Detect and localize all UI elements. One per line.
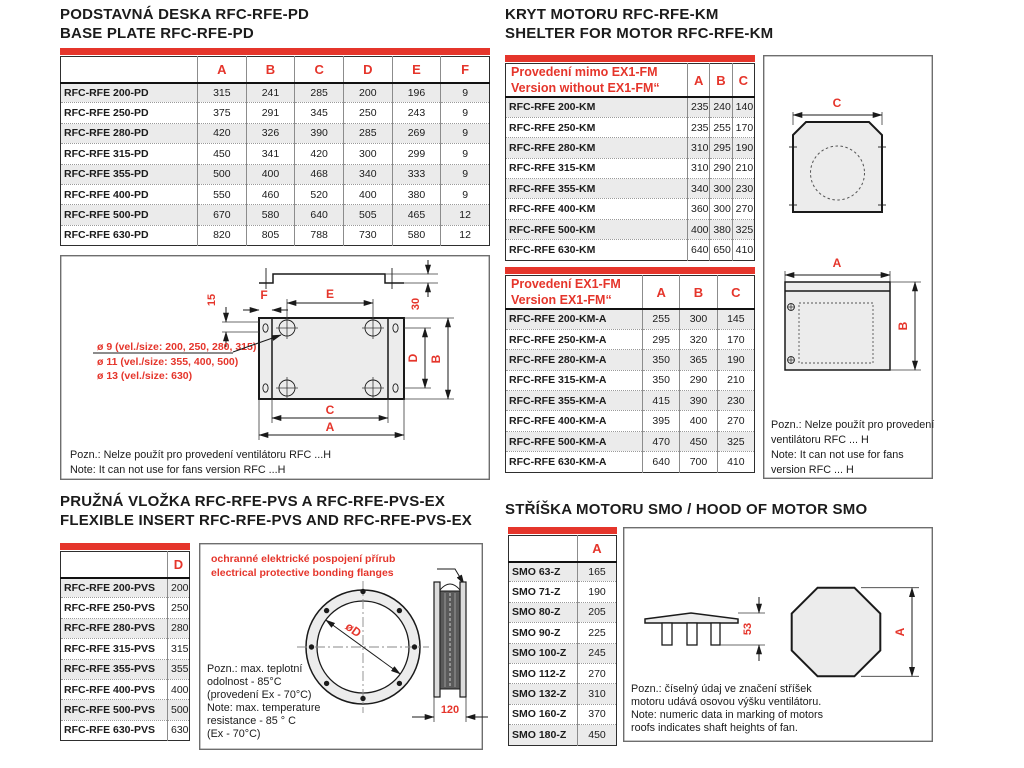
dimension-value: 315: [198, 83, 247, 103]
dimension-value: 520: [295, 184, 344, 204]
dim-label-c: C: [325, 403, 335, 417]
column-header-c: C: [732, 64, 754, 98]
row-label: RFC-RFE 500-KM: [506, 219, 688, 239]
dim-label-15: 15: [206, 293, 218, 307]
table-row: [61, 659, 190, 679]
red-accent-bar: [505, 267, 755, 274]
row-label: RFC-RFE 250-KM: [506, 117, 688, 137]
dimension-value: 9: [441, 164, 490, 184]
dimension-value: 465: [392, 205, 441, 225]
table-row: [61, 164, 490, 184]
row-label: SMO 132-Z: [509, 684, 578, 704]
insert-side-view: [412, 582, 488, 722]
table-row: [506, 240, 755, 260]
row-label: RFC-RFE 500-KM-A: [506, 431, 643, 451]
row-label: RFC-RFE 280-KM: [506, 138, 688, 158]
dimension-value: 580: [246, 205, 295, 225]
dimension-value: 225: [578, 623, 617, 643]
dimension-value: 9: [441, 103, 490, 123]
dimension-value: 788: [295, 225, 344, 245]
column-header-a: A: [578, 536, 617, 562]
flexible-insert-title: [60, 492, 472, 530]
table-row: [509, 684, 617, 704]
table-row: [506, 138, 755, 158]
hood-table-block: [508, 527, 617, 746]
column-header-c: C: [717, 276, 754, 310]
hood-top-view: [792, 588, 919, 677]
row-label: RFC-RFE 355-PVS: [61, 659, 168, 679]
table-row: [506, 370, 755, 390]
dimension-value: 190: [732, 138, 754, 158]
shelter-note-line4: version RFC ... H: [771, 464, 854, 476]
dimension-value: 205: [578, 602, 617, 622]
dimension-value: 299: [392, 144, 441, 164]
row-label: RFC-RFE 250-PVS: [61, 598, 168, 618]
row-label: SMO 180-Z: [509, 725, 578, 745]
dimension-value: 355: [168, 659, 190, 679]
dimension-value: 805: [246, 225, 295, 245]
dimension-value: 230: [732, 179, 754, 199]
table-row: [506, 452, 755, 472]
dimension-value: 145: [717, 309, 754, 329]
dim-label-c: C: [832, 96, 842, 110]
row-label: RFC-RFE 400-KM-A: [506, 411, 643, 431]
dimension-value: 280: [168, 618, 190, 638]
row-label: RFC-RFE 630-KM: [506, 240, 688, 260]
dimension-value: 640: [688, 240, 710, 260]
dimension-value: 255: [710, 117, 732, 137]
row-label: RFC-RFE 280-KM-A: [506, 350, 643, 370]
dimension-value: 400: [680, 411, 717, 431]
column-header-f: F: [441, 57, 490, 83]
dimension-value: 410: [717, 452, 754, 472]
dimension-value: 310: [578, 684, 617, 704]
row-label: RFC-RFE 630-PD: [61, 225, 198, 245]
insert-note-line5: resistance - 85 ° C: [207, 715, 296, 727]
insert-note-line1: Pozn.: max. teplotní: [207, 663, 303, 675]
dimension-value: 230: [717, 391, 754, 411]
dimension-value: 395: [643, 411, 680, 431]
dimension-value: 291: [246, 103, 295, 123]
hood-note-line3: Note: numeric data in marking of motors: [631, 709, 824, 721]
table-row: [506, 329, 755, 349]
insert-note-line4: Note: max. temperature: [207, 702, 321, 714]
row-label: RFC-RFE 200-PVS: [64, 581, 156, 594]
dimension-value: 300: [710, 179, 732, 199]
dimension-value: 12: [441, 225, 490, 245]
row-label: SMO 90-Z: [509, 623, 578, 643]
dimension-value: 295: [643, 329, 680, 349]
base-plate-note-cs: Pozn.: Nelze použít pro provedení ventilátoru RFC ...H: [70, 449, 332, 461]
dimension-value: 420: [295, 144, 344, 164]
column-header-b: B: [680, 276, 717, 310]
hood-note-line2: motoru udává osovou výšku ventilátoru.: [631, 696, 822, 708]
dimension-value: 170: [732, 117, 754, 137]
dim-label-b: B: [429, 354, 443, 364]
dim-label-f: F: [260, 288, 268, 302]
dimension-value: 410: [732, 240, 754, 260]
table-row: [506, 179, 755, 199]
dimension-value: 380: [392, 184, 441, 204]
table-header-row: [506, 276, 755, 310]
table-row: [61, 205, 490, 225]
dimension-value: 295: [710, 138, 732, 158]
hole-note-2: ø 11 (vel./size: 355, 400, 500): [97, 356, 239, 368]
table-header-row: [509, 536, 617, 562]
dimension-value: 190: [578, 582, 617, 602]
dimension-value: 310: [688, 158, 710, 178]
dimension-value: 325: [717, 431, 754, 451]
dimension-value: 270: [717, 411, 754, 431]
dimension-value: 500: [168, 700, 190, 720]
insert-note-line2: odolnost - 85°C: [207, 676, 282, 688]
table-row: [506, 158, 755, 178]
red-accent-bar: [60, 48, 490, 55]
dimension-value: 400: [688, 219, 710, 239]
row-label: RFC-RFE 400-PVS: [61, 679, 168, 699]
dimension-value: 300: [680, 309, 717, 329]
dimension-value: 196: [392, 83, 441, 103]
table-row: [509, 562, 617, 582]
row-label: RFC-RFE 315-KM-A: [506, 370, 643, 390]
row-label: RFC-RFE 315-KM: [506, 158, 688, 178]
hood-notes: [631, 683, 824, 734]
dim-label-53: 53: [742, 622, 754, 636]
table-header-row: [61, 552, 190, 578]
dimension-value: 341: [246, 144, 295, 164]
row-label: SMO 112-Z: [509, 663, 578, 683]
table-row: [509, 582, 617, 602]
row-label: RFC-RFE 500-PD: [61, 205, 198, 225]
dimension-value: 190: [717, 350, 754, 370]
shelter-table-without-block: [505, 55, 755, 261]
dimension-value: 240: [710, 97, 732, 117]
table-row: [61, 598, 190, 618]
dimension-value: 210: [717, 370, 754, 390]
dimension-value: 360: [688, 199, 710, 219]
row-label: RFC-RFE 355-PD: [61, 164, 198, 184]
dimension-value: 269: [392, 123, 441, 143]
column-header-c: C: [295, 57, 344, 83]
dim-label-a: A: [325, 420, 335, 434]
base-plate-table-block: [60, 48, 490, 246]
column-header-a: A: [198, 57, 247, 83]
base-plate-table: [60, 56, 490, 246]
hood-note-line1: Pozn.: číselný údaj ve značení stříšek: [631, 683, 812, 695]
flexible-insert-table-block: [60, 543, 190, 741]
header-label-cs: Provedení EX1-FM: [511, 277, 621, 291]
row-label: RFC-RFE 500-PVS: [61, 700, 168, 720]
column-header-a: A: [643, 276, 680, 310]
table-row: [506, 350, 755, 370]
dimension-value: 245: [578, 643, 617, 663]
table-row: [506, 391, 755, 411]
insert-note-line3: (provedení Ex - 70°C): [207, 689, 312, 701]
base-plate-title: [60, 5, 309, 43]
red-accent-bar: [508, 527, 617, 534]
table-row: [506, 411, 755, 431]
dimension-value: 170: [717, 329, 754, 349]
table-header-row: [506, 64, 755, 98]
table-row: [61, 103, 490, 123]
dimension-value: 165: [578, 562, 617, 582]
dim-label-a: A: [832, 256, 842, 270]
dimension-value: 400: [246, 164, 295, 184]
dimension-value: 9: [441, 123, 490, 143]
table-header-label: [61, 552, 168, 578]
dimension-value: 255: [643, 309, 680, 329]
row-label: SMO 71-Z: [509, 582, 578, 602]
dimension-value: 390: [295, 123, 344, 143]
dimension-value: 350: [643, 370, 680, 390]
dimension-value: 200: [343, 83, 392, 103]
hood-title: [505, 500, 867, 519]
table-header-label: [506, 276, 643, 310]
table-row: [61, 720, 190, 740]
dim-label-diameter-d: øD: [342, 619, 364, 641]
dimension-value: 270: [578, 663, 617, 683]
dimension-value: 340: [343, 164, 392, 184]
header-label-en: Version EX1-FM“: [511, 293, 612, 307]
table-row: [506, 309, 755, 329]
row-label: RFC-RFE 280-PD: [61, 123, 198, 143]
base-plate-note-en: Note: It can not use for fans version RFC ...H: [70, 464, 286, 476]
dimension-value: 290: [680, 370, 717, 390]
dimension-value: 550: [198, 184, 247, 204]
dimension-value: 400: [343, 184, 392, 204]
dimension-value: 820: [198, 225, 247, 245]
dimension-value: 210: [732, 158, 754, 178]
table-row: [61, 700, 190, 720]
table-row: [506, 199, 755, 219]
dimension-value: 650: [710, 240, 732, 260]
row-label: RFC-RFE 630-KM-A: [506, 452, 643, 472]
dimension-value: 290: [710, 158, 732, 178]
dimension-value: 450: [680, 431, 717, 451]
dimension-value: 470: [643, 431, 680, 451]
table-row: [61, 83, 490, 103]
table-row: [509, 643, 617, 663]
dimension-value: 640: [643, 452, 680, 472]
table-row: [61, 679, 190, 699]
flexible-insert-table: [60, 551, 190, 741]
insert-front-view: [297, 581, 429, 713]
table-header-row: [61, 57, 490, 83]
shelter-note-line2: ventilátoru RFC ... H: [771, 434, 869, 446]
base-plate-title-cs: PODSTAVNÁ DESKA RFC-RFE-PD: [60, 6, 310, 23]
table-row: [509, 663, 617, 683]
column-header-d: D: [168, 552, 190, 578]
dimension-value: 310: [688, 138, 710, 158]
motor-shelter-title-en: SHELTER FOR MOTOR RFC-RFE-KM: [505, 25, 774, 42]
dimension-value: 500: [198, 164, 247, 184]
bonding-note-en: electrical protective bonding flanges: [211, 567, 394, 579]
dimension-value: 270: [732, 199, 754, 219]
shelter-note-line3: Note: It can not use for fans: [771, 449, 904, 461]
dimension-value: 390: [680, 391, 717, 411]
row-label: SMO 160-Z: [509, 704, 578, 724]
shelter-top-view: [789, 96, 886, 212]
dimension-value: 400: [168, 679, 190, 699]
row-label: RFC-RFE 280-PVS: [61, 618, 168, 638]
table-row: [506, 219, 755, 239]
dimension-value: 243: [392, 103, 441, 123]
table-row: [506, 97, 755, 117]
dimension-value: 235: [688, 97, 710, 117]
motor-shelter-title: [505, 5, 773, 43]
table-header-label: [506, 64, 688, 98]
table-header-label: [509, 536, 578, 562]
shelter-front-view: [785, 256, 921, 370]
dimension-value: 415: [643, 391, 680, 411]
shelter-table-ex-block: [505, 267, 755, 473]
dimension-value: 640: [295, 205, 344, 225]
dimension-value: 345: [295, 103, 344, 123]
dim-label-d: D: [406, 353, 420, 363]
table-row: [61, 184, 490, 204]
table-row: [61, 123, 490, 143]
table-row: [509, 725, 617, 745]
base-plate-title-en: BASE PLATE RFC-RFE-PD: [60, 25, 254, 42]
hood-title-text: STŘÍŠKA MOTORU SMO / HOOD OF MOTOR SMO: [505, 501, 868, 518]
hood-table: [508, 535, 617, 746]
dimension-value: 250: [343, 103, 392, 123]
dimension-value: 730: [343, 225, 392, 245]
dimension-value: 375: [198, 103, 247, 123]
dimension-value: 250: [168, 598, 190, 618]
dimension-value: 333: [392, 164, 441, 184]
plate-top-view: [93, 260, 454, 440]
header-label-en: Version without EX1-FM“: [511, 81, 660, 95]
dimension-value: 350: [643, 350, 680, 370]
row-label: RFC-RFE 250-KM-A: [506, 329, 643, 349]
red-accent-bar: [505, 55, 755, 62]
dimension-value: 380: [710, 219, 732, 239]
dimension-value: 420: [198, 123, 247, 143]
row-label: SMO 63-Z: [512, 565, 561, 578]
shelter-note-line1: Pozn.: Nelze použít pro provedení: [771, 419, 935, 431]
dim-label-120: 120: [440, 704, 460, 716]
row-label: RFC-RFE 630-PVS: [61, 720, 168, 740]
hood-drawing: [623, 527, 933, 742]
dimension-value: 700: [680, 452, 717, 472]
shelter-table-ex1fm: [505, 275, 755, 473]
column-header-a: A: [688, 64, 710, 98]
row-label: RFC-RFE 400-PD: [61, 184, 198, 204]
dimension-value: 460: [246, 184, 295, 204]
dimension-value: 9: [441, 144, 490, 164]
hood-note-line4: roofs indicates shaft heights of fan.: [631, 722, 798, 734]
flexible-insert-title-cs: PRUŽNÁ VLOŽKA RFC-RFE-PVS A RFC-RFE-PVS-EX: [60, 493, 446, 510]
dimension-value: 326: [246, 123, 295, 143]
dimension-value: 580: [392, 225, 441, 245]
column-header-e: E: [392, 57, 441, 83]
dim-label-e: E: [325, 287, 335, 301]
insert-note-line6: (Ex - 70°C): [207, 728, 261, 740]
dim-label-b: B: [896, 321, 910, 331]
flexible-insert-drawing: [199, 543, 483, 750]
table-row: [509, 623, 617, 643]
row-label: RFC-RFE 200-PD: [64, 86, 149, 99]
table-row: [506, 117, 755, 137]
hole-note-1: ø 9 (vel./size: 200, 250, 280, 315): [97, 341, 257, 353]
table-row: [509, 602, 617, 622]
row-label: RFC-RFE 355-KM-A: [506, 391, 643, 411]
row-label: RFC-RFE 200-KM: [509, 101, 596, 114]
dimension-value: 340: [688, 179, 710, 199]
table-row: [61, 618, 190, 638]
dimension-value: 9: [441, 184, 490, 204]
hole-note-3: ø 13 (vel./size: 630): [97, 370, 193, 382]
header-label-cs: Provedení mimo EX1-FM: [511, 65, 658, 79]
row-label: RFC-RFE 355-KM: [506, 179, 688, 199]
table-row: [509, 704, 617, 724]
table-header-label: [61, 57, 198, 83]
row-label: RFC-RFE 250-PD: [61, 103, 198, 123]
shelter-table-without-ex1fm: [505, 63, 755, 261]
dimension-value: 450: [578, 725, 617, 745]
dimension-value: 300: [343, 144, 392, 164]
dimension-value: 630: [168, 720, 190, 740]
table-row: [506, 431, 755, 451]
insert-notes: [207, 663, 320, 740]
table-row: [61, 639, 190, 659]
bonding-note-cs: ochranné elektrické pospojení přírub: [211, 553, 396, 565]
dimension-value: 140: [732, 97, 754, 117]
dimension-value: 315: [168, 639, 190, 659]
row-label: SMO 100-Z: [509, 643, 578, 663]
dimension-value: 300: [710, 199, 732, 219]
dimension-value: 235: [688, 117, 710, 137]
dimension-value: 468: [295, 164, 344, 184]
red-accent-bar: [60, 543, 190, 550]
dimension-value: 320: [680, 329, 717, 349]
motor-shelter-drawing: [763, 55, 933, 479]
dimension-value: 670: [198, 205, 247, 225]
dimension-value: 285: [295, 83, 344, 103]
base-plate-drawing: [60, 255, 490, 480]
row-label: RFC-RFE 400-KM: [506, 199, 688, 219]
column-header-b: B: [710, 64, 732, 98]
row-label: SMO 80-Z: [509, 602, 578, 622]
dimension-value: 285: [343, 123, 392, 143]
dimension-value: 325: [732, 219, 754, 239]
column-header-b: B: [246, 57, 295, 83]
dim-label-30: 30: [410, 297, 422, 311]
motor-shelter-title-cs: KRYT MOTORU RFC-RFE-KM: [505, 6, 719, 23]
dimension-value: 450: [198, 144, 247, 164]
table-row: [61, 578, 190, 598]
dimension-value: 505: [343, 205, 392, 225]
dim-label-a: A: [893, 627, 907, 637]
dimension-value: 365: [680, 350, 717, 370]
table-row: [61, 144, 490, 164]
dimension-value: 200: [168, 578, 190, 598]
row-label: RFC-RFE 200-KM-A: [509, 313, 607, 326]
dimension-value: 241: [246, 83, 295, 103]
table-row: [61, 225, 490, 245]
dimension-value: 9: [441, 83, 490, 103]
dimension-value: 370: [578, 704, 617, 724]
hood-side-view: [645, 597, 765, 661]
column-header-d: D: [343, 57, 392, 83]
flexible-insert-title-en: FLEXIBLE INSERT RFC-RFE-PVS AND RFC-RFE-PVS-EX: [60, 512, 472, 529]
row-label: RFC-RFE 315-PD: [61, 144, 198, 164]
dimension-value: 12: [441, 205, 490, 225]
row-label: RFC-RFE 315-PVS: [61, 639, 168, 659]
